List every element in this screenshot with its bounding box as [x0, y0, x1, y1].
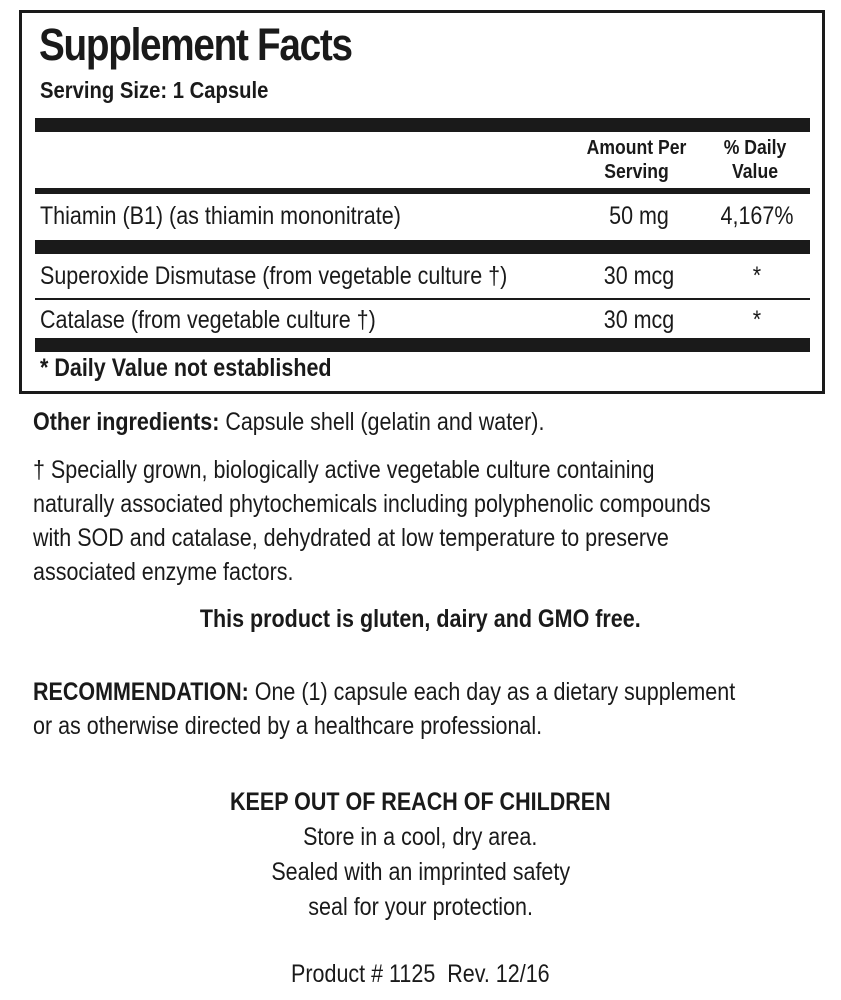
column-header-daily-value: % Daily Value — [723, 137, 787, 183]
nutrient-amount: 30 mcg — [603, 306, 675, 334]
serving-size: Serving Size: 1 Capsule — [40, 77, 269, 103]
dagger-note: † Specially grown, biologically active vegetable culture containing naturally associated phytochemicals including polyphenolic compounds with SOD and catalase, dehydrated at low temperature to preserve associated enzyme factors. — [33, 456, 711, 586]
nutrient-amount: 50 mg — [609, 202, 669, 230]
product-code: Product # 1125 Rev. 12/16 — [291, 960, 550, 988]
other-ingredients: Other ingredients: Capsule shell (gelatin and water). — [33, 408, 545, 436]
divider-thin — [35, 298, 810, 300]
nutrient-daily-value: * — [752, 306, 762, 334]
nutrient-daily-value: 4,167% — [720, 202, 794, 230]
nutrient-name: Catalase (from vegetable culture †) — [40, 306, 376, 334]
nutrient-daily-value: * — [752, 262, 762, 290]
divider-thick — [35, 118, 810, 132]
facts-title: Supplement Facts — [39, 19, 352, 70]
nutrient-name: Superoxide Dismutase (from vegetable culture †) — [40, 262, 508, 290]
divider-thick — [35, 338, 810, 352]
seal-line: seal for your protection. — [308, 893, 533, 921]
nutrient-amount: 30 mcg — [603, 262, 675, 290]
daily-value-footnote: * Daily Value not established — [40, 354, 332, 382]
supplement-facts-panel — [19, 10, 825, 394]
warning-heading: KEEP OUT OF REACH OF CHILDREN — [230, 788, 611, 816]
seal-line: Sealed with an imprinted safety — [271, 858, 570, 886]
storage-line: Store in a cool, dry area. — [303, 823, 538, 851]
divider-medium — [35, 188, 810, 194]
recommendation: RECOMMENDATION: One (1) capsule each day as a dietary supplement or as otherwise directed by a healthcare professional. — [33, 678, 736, 740]
nutrient-name: Thiamin (B1) (as thiamin mononitrate) — [40, 202, 401, 230]
column-header-amount: Amount Per Serving — [586, 137, 687, 183]
allergen-statement: This product is gluten, dairy and GMO free. — [200, 605, 641, 633]
divider-thick — [35, 240, 810, 254]
